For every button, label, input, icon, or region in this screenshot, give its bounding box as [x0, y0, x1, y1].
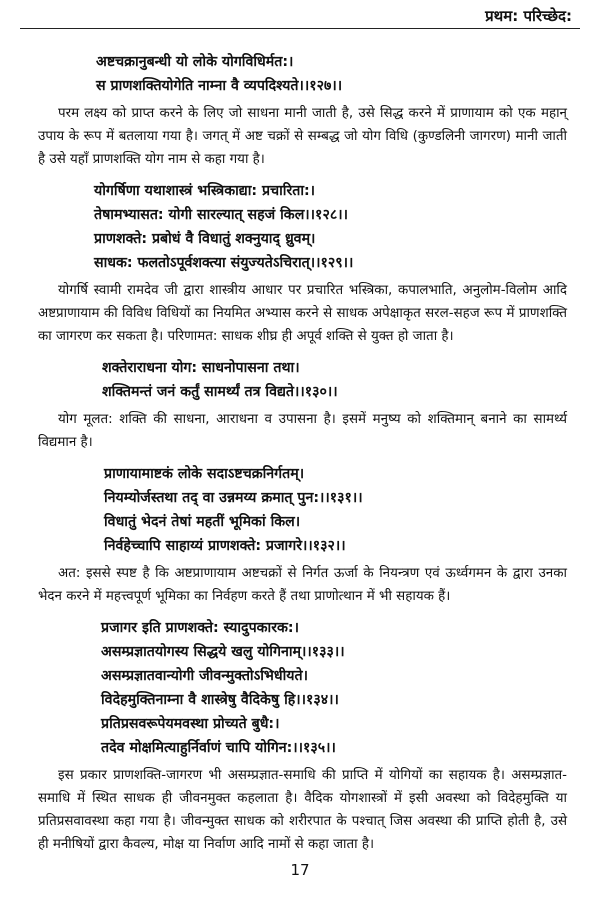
verse-line: असम्प्रज्ञातवान्योगी जीवन्मुक्तोऽभिधीयते। [101, 668, 308, 684]
verse-line: तेषामभ्यासत: योगी सारल्यात् सहजं किल।।१२८।। [94, 207, 348, 223]
verse-line: प्राणायामाष्टकं लोके सदाऽष्टचक्रनिर्गतम्। [104, 466, 305, 482]
verse-line: नियम्योर्जस्तथा तद् वा उन्नमय्य क्रमात् पुन:।।१३१।। [104, 490, 363, 506]
chapter-header: प्रथम: परिच्छेद: [485, 7, 572, 25]
verse-block-127 [96, 50, 567, 98]
verse-line: प्रजागर इति प्राणशक्ते: स्यादुपकारक:। [101, 620, 299, 636]
commentary-paragraph: योगर्षि स्वामी रामदेव जी द्वारा शास्त्रीय आधार पर प्रचारित भस्त्रिका, कपालभाति, अनुलोम-विलोम आदि अष्टप्राणायाम की विविध विधियों का नियमित अभ्यास करने से साधक अपेक्षाकृत सरल-सहज रूप में प्राणशक्ति का जागरण कर सकता है। परिणामत: साधक शीघ्र ही अपूर्व शक्ति से युक्त हो जाता है। [38, 283, 567, 344]
commentary-paragraph: योग मूलत: शक्ति की साधना, आराधना व उपासना है। इसमें मनुष्य को शक्तिमान् बनाने का सामर्थ्य विद्यमान है। [38, 412, 567, 450]
commentary-paragraph: इस प्रकार प्राणशक्ति-जागरण भी असम्प्रज्ञात-समाधि की प्राप्ति में योगियों का सहायक है। असम्प्रज्ञात-समाधि में स्थित साधक ही जीवनमुक्त कहलाता है। वैदिक योगशास्त्रों में इसी अवस्था को विदेहमुक्ति या प्रतिप्रसवावस्था कहा गया है। जीवन्मुक्त साधक को शरीरपात के पश्चात् जिस अवस्था की प्राप्ति होती है, उसे ही मनीषियों द्वारा कैवल्य, मोक्ष या निर्वाण आदि नामों से कहा जाता है। [38, 768, 567, 852]
verse-line: प्रतिप्रसवरूपेयमवस्था प्रोच्यते बुधै:। [101, 716, 280, 732]
verse-line: असम्प्रज्ञातयोगस्य सिद्धये खलु योगिनाम्।।१३३।। [101, 644, 345, 660]
page-body [38, 50, 567, 864]
verse-line: अष्टचक्रानुबन्धी यो लोके योगविधिर्मत:। [96, 54, 294, 70]
verse-line: शक्तेराराधना योग: साधनोपासना तथा। [102, 360, 300, 376]
verse-block-131-132 [104, 462, 567, 558]
verse-block-130 [102, 356, 567, 404]
verse-line: विदेहमुक्तिनाम्ना वै शास्त्रेषु वैदिकेषु हि।।१३४।। [101, 692, 339, 708]
verse-block-133-135 [101, 616, 567, 760]
commentary-paragraph: अत: इससे स्पष्ट है कि अष्टप्राणायाम अष्टचक्रों से निर्गत ऊर्जा के नियन्त्रण एवं ऊर्ध्वगमन के द्वारा उनका भेदन करने में महत्त्वपूर्ण भूमिका का निर्वहण करते हैं तथा प्राणोत्थान में भी सहायक हैं। [38, 566, 567, 604]
page-number: 17 [290, 861, 310, 879]
verse-line: साधक: फलतोऽपूर्वशक्त्या संयुज्यतेऽचिरात्।।१२९।। [94, 255, 354, 271]
verse-line: विधातुं भेदनं तेषां महतीं भूमिकां किल। [104, 514, 301, 530]
verse-line: तदेव मोक्षमित्याहुर्निर्वाणं चापि योगिन:।।१३५।। [101, 740, 336, 756]
verse-block-128-129 [94, 179, 567, 275]
verse-line: निर्वहेच्चापि साहाय्यं प्राणशक्ते: प्रजागरे।।१३२।। [104, 538, 346, 554]
verse-line: शक्तिमन्तं जनं कर्तुं सामर्थ्यं तत्र विद्यते।।१३०।। [102, 384, 338, 400]
header-divider [20, 28, 580, 29]
verse-line: योगर्षिणा यथाशास्त्रं भस्त्रिकाद्या: प्रचारिता:। [94, 183, 316, 199]
verse-line: स प्राणशक्तियोगेति नाम्ना वै व्यपदिश्यते।।१२७।। [96, 78, 343, 94]
verse-line: प्राणशक्ते: प्रबोधं वै विधातुं शक्नुयाद् ध्रुवम्। [94, 231, 316, 247]
commentary-paragraph: परम लक्ष्य को प्राप्त करने के लिए जो साधना मानी जाती है, उसे सिद्ध करने में प्राणायाम को एक महान् उपाय के रूप में बतलाया गया है। जगत् में अष्ट चक्रों से सम्बद्ध जो योग विधि (कुण्डलिनी जागरण) मानी जाती है उसे यहाँ प्राणशक्ति योग नाम से कहा गया है। [38, 106, 567, 167]
